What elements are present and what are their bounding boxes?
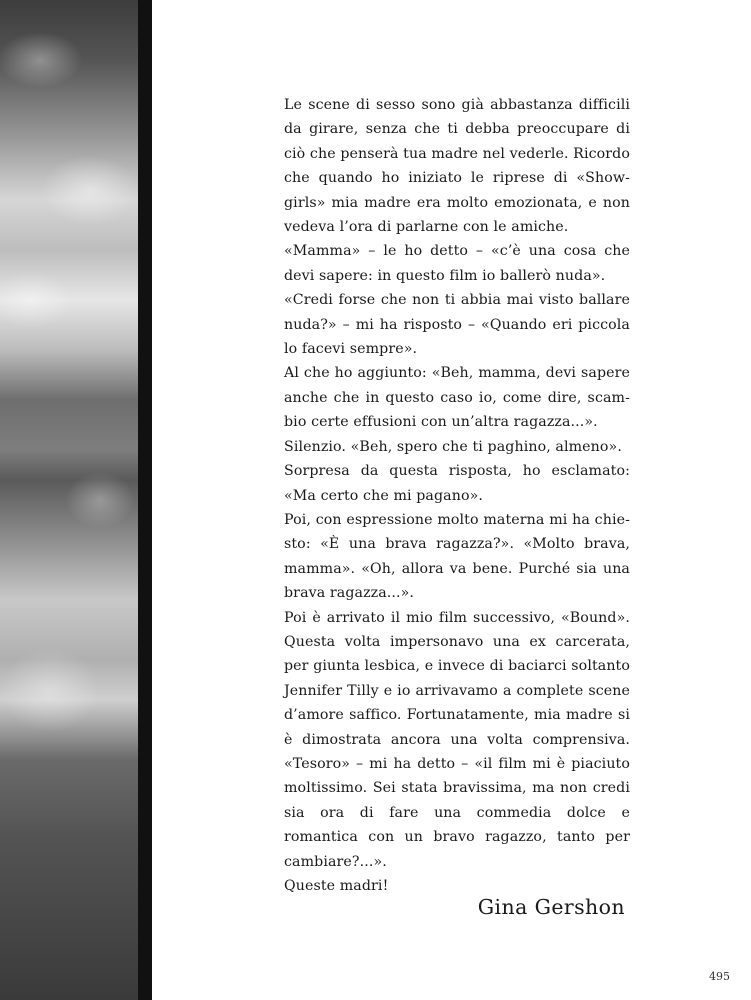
- page-number: 495: [709, 970, 730, 983]
- blurred-photo-strip: [0, 0, 138, 1000]
- paragraph-6: Sorpresa da questa risposta, ho esclamato: «Ma certo che mi pagano».: [284, 463, 630, 504]
- paragraph-7: Poi, con espressione molto materna mi ha chie-sto: «È una brava ragazza?». «Molto brava, mamma». «Oh, allora va bene. Purché sia una brava ragazza...».: [284, 511, 630, 602]
- paragraph-5: Silenzio. «Beh, spero che ti paghino, almeno».: [284, 438, 622, 455]
- paragraph-1: Le scene di sesso sono già abbastanza difficili da girare, senza che ti debba preoccupare di ciò che penserà tua madre nel vederle. Ricordo che quando ho iniziato le riprese di «Show-girls» mia madre era molto emozionata, e non vedeva l’ora di parlarne con le amiche.: [284, 97, 630, 236]
- article-body: [284, 93, 630, 898]
- paragraph-8: Poi è arrivato il mio film successivo, «Bound». Questa volta impersonavo una ex carcerata, per giunta lesbica, e invece di baciarci soltanto Jennifer Tilly e io arrivavamo a complete scene d’amore saffico. Fortunatamente, mia madre si è dimostrata ancora una volta comprensiva. «Tesoro» – mi ha detto – «il film mi è piaciuto moltissimo. Sei stata bravissima, ma non credi sia ora di fare una commedia dolce e romantica con un bravo ragazzo, tanto per cambiare?...».: [284, 609, 630, 870]
- paragraph-2: «Mamma» – le ho detto – «c’è una cosa che devi sapere: in questo film io ballerò nuda».: [284, 243, 630, 284]
- paragraph-9: Queste madri!: [284, 878, 389, 894]
- black-vertical-band: [138, 0, 152, 1000]
- paragraph-3: «Credi forse che non ti abbia mai visto ballare nuda?» – mi ha risposto – «Quando eri piccola lo facevi sempre».: [284, 292, 630, 358]
- paragraph-4: Al che ho aggiunto: «Beh, mamma, devi sapere anche che in questo caso io, come dire, scam-bio certe effusioni con un’altra ragazza...».: [284, 365, 630, 431]
- author-signature: Gina Gershon: [477, 895, 625, 919]
